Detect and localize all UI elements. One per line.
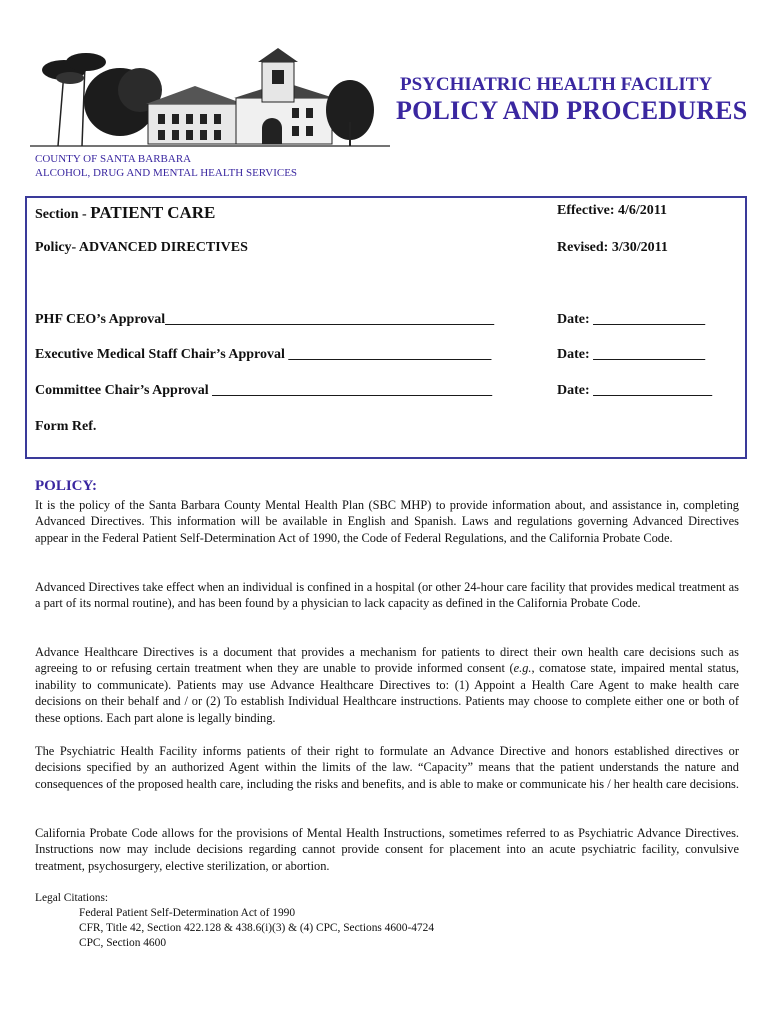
- policy-eg: e.g.: [513, 661, 532, 676]
- department-name: ALCOHOL, DRUG AND MENTAL HEALTH SERVICES: [35, 167, 298, 179]
- effective-date: Effective: 4/6/2011: [557, 203, 668, 218]
- policy-paragraph-3: [35, 644, 739, 726]
- citation-item: CPC, Section 4600: [79, 937, 167, 949]
- policy-paragraph-1: It is the policy of the Santa Barbara County Mental Health Plan (SBC MHP) to provide information about, and assistance in, completing Advanced Directives. This information will be available in English and Spanish. Laws and regulations governing Advanced Directives appear in the Federal Patient Self-Determination Act of 1990, the Code of Federal Regulations, and the California Probate Code.: [35, 498, 739, 545]
- county-block: [35, 152, 297, 180]
- form-ref: Form Ref.: [35, 419, 97, 434]
- ceo-approval-date: Date: ________________: [557, 312, 706, 327]
- citation-item: CFR, Title 42, Section 422.128 & 438.6(i)(3) & (4) CPC, Sections 4600-4724: [79, 922, 435, 934]
- county-name: COUNTY OF SANTA BARBARA: [35, 153, 192, 165]
- citations-heading: Legal Citations:: [35, 892, 109, 904]
- policy-name: Policy- ADVANCED DIRECTIVES: [35, 240, 248, 255]
- policy-paragraph-4: The Psychiatric Health Facility informs patients of their right to formulate an Advance Directive and honors established directives or decisions specified by an authorized Agent within the limits of the law. “Capacity” means that the patient understands the nature and consequences of the proposed health care, including the risks and benefits, and is able to make or communicate his / her health care decisions.: [35, 744, 739, 791]
- policy-paragraph-3b: , comatose state, impaired mental status, inability to communicate). Patients may use Advance Healthcare Directives to: (1) Appoint a Health Care Agent to make health care decisions on their behalf and / or (2) To establish Individual Healthcare instructions. Patients may choose to complete either one or both of these options. Each part alone is legally binding.: [35, 661, 739, 725]
- exec-approval-line: Executive Medical Staff Chair’s Approval _____________________________: [35, 347, 492, 362]
- ceo-approval-line: PHF CEO’s Approval_______________________________________________: [35, 312, 495, 327]
- committee-approval-line: Committee Chair’s Approval ________________________________________: [35, 383, 493, 398]
- revised-date: Revised: 3/30/2011: [557, 240, 668, 255]
- citation-item: Federal Patient Self-Determination Act of 1990: [79, 907, 296, 919]
- policy-paragraph-5: California Probate Code allows for the provisions of Mental Health Instructions, sometimes referred to as Psychiatric Advance Directives. Instructions now may include decisions regarding cannot provide consent for placement into an acute psychiatric facility, convulsive treatment, psychosurgery, elective sterilization, or abortion.: [35, 826, 739, 873]
- committee-approval-date: Date: _________________: [557, 383, 713, 398]
- policy-paragraph-2: Advanced Directives take effect when an individual is confined in a hospital (or other 24-hour care facility that provides medical treatment as a part of its normal routine), and has been found by a physician to lack capacity as defined in the California Probate Code.: [35, 580, 739, 611]
- section-label: Section -: [35, 207, 91, 222]
- header-policy-title: POLICY AND PROCEDURES: [396, 96, 748, 125]
- facility-building-logo: [30, 42, 390, 150]
- policy-paragraph-3a: Advance Healthcare Directives is a document that provides a mechanism for patients to direct their own health care decisions such as agreeing to or refusing certain treatment when they are unable to provide informed consent (: [35, 645, 739, 676]
- exec-approval-date: Date: ________________: [557, 347, 706, 362]
- section-field: [35, 203, 215, 223]
- policy-heading: POLICY:: [35, 478, 97, 494]
- section-value: PATIENT CARE: [90, 203, 216, 222]
- header-facility-title: PSYCHIATRIC HEALTH FACILITY: [400, 74, 713, 95]
